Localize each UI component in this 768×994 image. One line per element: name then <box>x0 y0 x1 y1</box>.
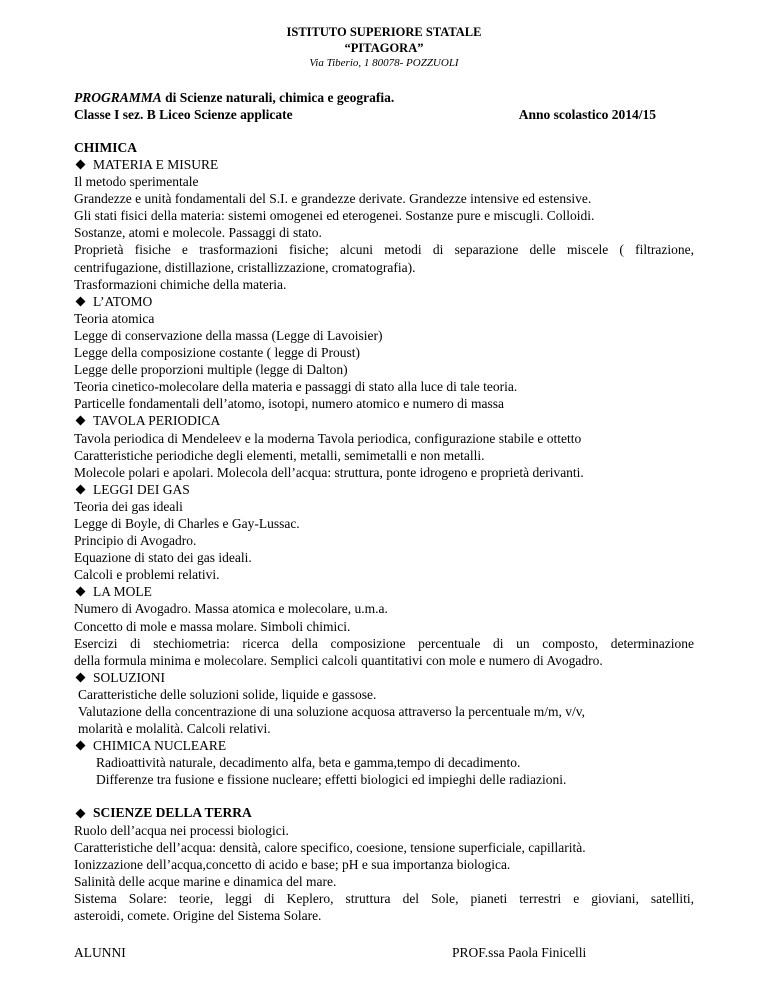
topic-nucleare <box>74 737 694 754</box>
school-name: “PITAGORA” <box>344 41 424 55</box>
class-label: Classe I sez. B Liceo Scienze applicate <box>74 107 293 122</box>
spacer <box>74 788 694 804</box>
diamond-bullet-icon <box>76 672 86 682</box>
text-line: Differenze tra fusione e fissione nucleare; effetti biologici ed impieghi delle radiazioni. <box>96 772 567 788</box>
text-line: Teoria atomica <box>74 310 155 326</box>
text-line: Esercizi di stechiometria: ricerca della composizione percentuale di un composto, determinazione <box>74 635 694 651</box>
diamond-bullet-icon <box>76 741 86 751</box>
text-line: Ionizzazione dell’acqua,concetto di acido e base; pH e sua importanza biologica. <box>74 856 511 872</box>
program-title-line <box>74 89 694 106</box>
text-line: Legge delle proporzioni multiple (legge di Dalton) <box>74 362 348 378</box>
signature-line <box>74 944 694 961</box>
diamond-bullet-icon <box>76 808 86 818</box>
text-line: Salinità delle acque marine e dinamica del mare. <box>74 873 337 889</box>
text-line: Teoria dei gas ideali <box>74 498 183 514</box>
topic-materia <box>74 156 694 173</box>
topic-heading: SCIENZE DELLA TERRA <box>93 805 252 821</box>
text-line: Particelle fondamentali dell’atomo, isotopi, numero atomico e numero di massa <box>74 396 505 412</box>
text-line: Legge della composizione costante ( legge di Proust) <box>74 345 361 361</box>
topic-mole <box>74 583 694 600</box>
class-year-line <box>74 106 694 123</box>
text-line: Il metodo sperimentale <box>74 174 199 190</box>
text-line: Molecole polari e apolari. Molecola dell’acqua: struttura, ponte idrogeno e proprietà derivanti. <box>74 464 584 480</box>
diamond-bullet-icon <box>76 484 86 494</box>
text-line: Caratteristiche delle soluzioni solide, liquide e gassose. <box>78 686 377 702</box>
text-line: Valutazione della concentrazione di una soluzione acquosa attraverso la percentuale m/m, v/v, <box>78 704 586 719</box>
text-line: della formula minima e molecolare. Semplici calcoli quantitativi con mole e numero di Avogadro. <box>74 652 603 668</box>
text-line: Sostanze, atomi e molecole. Passaggi di stato. <box>74 225 322 241</box>
text-line: Teoria cinetico-molecolare della materia e passaggi di stato alla luce di tale teoria. <box>74 379 518 395</box>
topic-heading: TAVOLA PERIODICA <box>93 413 221 429</box>
text-line: Tavola periodica di Mendeleev e la moderna Tavola periodica, configurazione stabile e ottetto <box>74 430 582 446</box>
chimica-title: CHIMICA <box>74 140 137 155</box>
students-label: ALUNNI <box>74 945 126 961</box>
diamond-bullet-icon <box>76 416 86 426</box>
topic-gas <box>74 481 694 498</box>
topic-heading: LEGGI DEI GAS <box>93 481 190 497</box>
topic-soluzioni <box>74 669 694 686</box>
text-line: Grandezze e unità fondamentali del S.I. e grandezze derivate. Grandezze intensive ed estensive. <box>74 191 592 207</box>
topic-atomo <box>74 293 694 310</box>
document-page <box>74 24 694 961</box>
school-address: Via Tiberio, 1 80078- POZZUOLI <box>309 57 459 69</box>
topic-heading: SOLUZIONI <box>93 669 165 685</box>
diamond-bullet-icon <box>76 160 86 170</box>
program-word: PROGRAMMA <box>74 90 162 105</box>
text-line: Legge di conservazione della massa (Legge di Lavoisier) <box>74 327 383 343</box>
letterhead <box>74 24 694 71</box>
text-line: asteroidi, comete. Origine del Sistema Solare. <box>74 908 322 924</box>
topic-tavola <box>74 412 694 429</box>
topic-terra <box>74 804 694 821</box>
text-line: Proprietà fisiche e trasformazioni fisiche; alcuni metodi di separazione delle miscele ( filtrazione, <box>74 242 694 258</box>
topic-heading: CHIMICA NUCLEARE <box>93 738 227 754</box>
program-subject: di Scienze naturali, chimica e geografia. <box>161 90 395 105</box>
text-line: centrifugazione, distillazione, cristallizzazione, cromatografia). <box>74 259 416 275</box>
topic-heading: L’ATOMO <box>93 293 153 309</box>
text-line: Numero di Avogadro. Massa atomica e molecolare, u.m.a. <box>74 601 388 617</box>
school-year: Anno scolastico 2014/15 <box>518 107 656 122</box>
text-line: Equazione di stato dei gas ideali. <box>74 550 252 566</box>
school-type: ISTITUTO SUPERIORE STATALE <box>286 25 482 39</box>
text-line: Concetto di mole e massa molare. Simboli chimici. <box>74 618 351 634</box>
text-line: molarità e molalità. Calcoli relativi. <box>78 721 271 737</box>
topic-heading: LA MOLE <box>93 584 152 600</box>
topic-heading: MATERIA E MISURE <box>93 157 219 172</box>
text-line: Radioattività naturale, decadimento alfa, beta e gamma,tempo di decadimento. <box>96 755 521 771</box>
text-line: Principio di Avogadro. <box>74 533 197 549</box>
text-line: Sistema Solare: teorie, leggi di Keplero, struttura del Sole, pianeti terrestri e gioviani, satelliti, <box>74 890 694 906</box>
text-line: Calcoli e problemi relativi. <box>74 567 220 583</box>
diamond-bullet-icon <box>76 296 86 306</box>
text-line: Ruolo dell’acqua nei processi biologici. <box>74 822 289 838</box>
text-line: Trasformazioni chimiche della materia. <box>74 276 287 292</box>
text-line: Caratteristiche dell’acqua: densità, calore specifico, coesione, tensione superficiale, capillarità. <box>74 839 586 855</box>
diamond-bullet-icon <box>76 587 86 597</box>
teacher-name: PROF.ssa Paola Finicelli <box>452 945 587 961</box>
program-heading <box>74 89 694 123</box>
text-line: Gli stati fisici della materia: sistemi omogenei ed eterogenei. Sostanze pure e miscugli. Colloidi. <box>74 208 595 224</box>
text-line: Caratteristiche periodiche degli elementi, metalli, semimetalli e non metalli. <box>74 447 485 463</box>
text-line: Legge di Boyle, di Charles e Gay-Lussac. <box>74 515 300 531</box>
